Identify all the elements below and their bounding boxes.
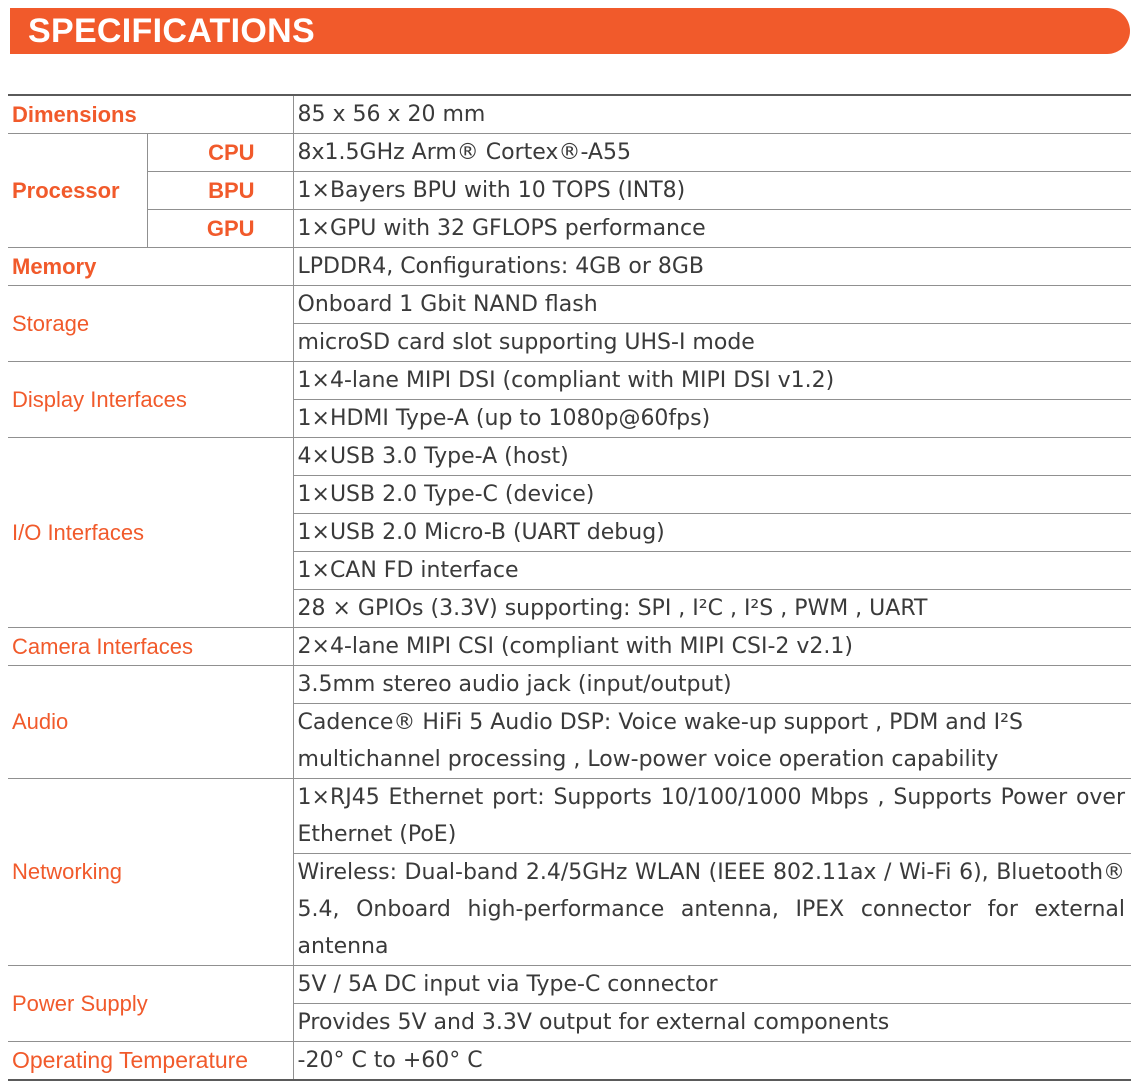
bpu-label: BPU [147,172,293,210]
io-value-2: 1×USB 2.0 Type-C (device) [293,476,1131,514]
storage-value-1: Onboard 1 Gbit NAND flash [293,286,1131,324]
audio-value-2 [293,704,1131,779]
networking-value-2: Wireless: Dual-band 2.4/5GHz WLAN (IEEE 802.11ax / Wi-Fi 6), Bluetooth® 5.4, Onboard high-performance antenna, IPEX connector for external antenna [293,854,1131,966]
power-value-2: Provides 5V and 3.3V output for external components [293,1004,1131,1042]
cpu-value: 8x1.5GHz Arm® Cortex®-A55 [293,134,1131,172]
display-interfaces-label: Display Interfaces [8,362,293,438]
io-value-4: 1×CAN FD interface [293,552,1131,590]
camera-interfaces-label: Camera Interfaces [8,628,293,666]
temperature-value: -20° C to +60° C [293,1042,1131,1081]
operating-temperature-label: Operating Temperature [8,1042,293,1081]
processor-label: Processor [8,134,147,248]
io-value-5: 28 × GPIOs (3.3V) supporting: SPI , I²C , I²S , PWM , UART [293,590,1131,628]
networking-label: Networking [8,779,293,966]
power-value-1: 5V / 5A DC input via Type-C connector [293,966,1131,1004]
table-row-io [8,438,1131,476]
table-row-display [8,362,1131,400]
table-row-gpu [8,210,1131,248]
audio-label: Audio [8,666,293,779]
audio-value-2-line-2: multichannel processing , Low-power voice operation capability [297,747,999,772]
cpu-label: CPU [147,134,293,172]
networking-value-1: 1×RJ45 Ethernet port: Supports 10/100/1000 Mbps , Supports Power over Ethernet (PoE) [293,779,1131,854]
table-row-temperature [8,1042,1131,1081]
memory-label: Memory [8,248,293,286]
table-row-networking [8,779,1131,854]
io-interfaces-label: I/O Interfaces [8,438,293,628]
power-supply-label: Power Supply [8,966,293,1042]
table-row-power [8,966,1131,1004]
table-row-dimensions [8,95,1131,134]
specifications-table [8,94,1131,1081]
page-title: SPECIFICATIONS [28,12,315,50]
audio-value-1: 3.5mm stereo audio jack (input/output) [293,666,1131,704]
dimensions-value: 85 x 56 x 20 mm [293,95,1131,134]
specifications-banner [10,8,1130,54]
table-row-camera [8,628,1131,666]
audio-value-2-line-1: Cadence® HiFi 5 Audio DSP: Voice wake-up support , PDM and I²S [297,710,1023,735]
storage-label: Storage [8,286,293,362]
gpu-label: GPU [147,210,293,248]
table-row-bpu [8,172,1131,210]
display-value-2: 1×HDMI Type-A (up to 1080p@60fps) [293,400,1131,438]
gpu-value: 1×GPU with 32 GFLOPS performance [293,210,1131,248]
bpu-value: 1×Bayers BPU with 10 TOPS (INT8) [293,172,1131,210]
dimensions-label: Dimensions [8,95,293,134]
table-row-audio [8,666,1131,704]
table-row-memory [8,248,1131,286]
camera-value: 2×4-lane MIPI CSI (compliant with MIPI CSI-2 v2.1) [293,628,1131,666]
storage-value-2: microSD card slot supporting UHS-I mode [293,324,1131,362]
display-value-1: 1×4-lane MIPI DSI (compliant with MIPI DSI v1.2) [293,362,1131,400]
table-row-storage [8,286,1131,324]
table-row-cpu [8,134,1131,172]
io-value-3: 1×USB 2.0 Micro-B (UART debug) [293,514,1131,552]
io-value-1: 4×USB 3.0 Type-A (host) [293,438,1131,476]
memory-value: LPDDR4, Configurations: 4GB or 8GB [293,248,1131,286]
